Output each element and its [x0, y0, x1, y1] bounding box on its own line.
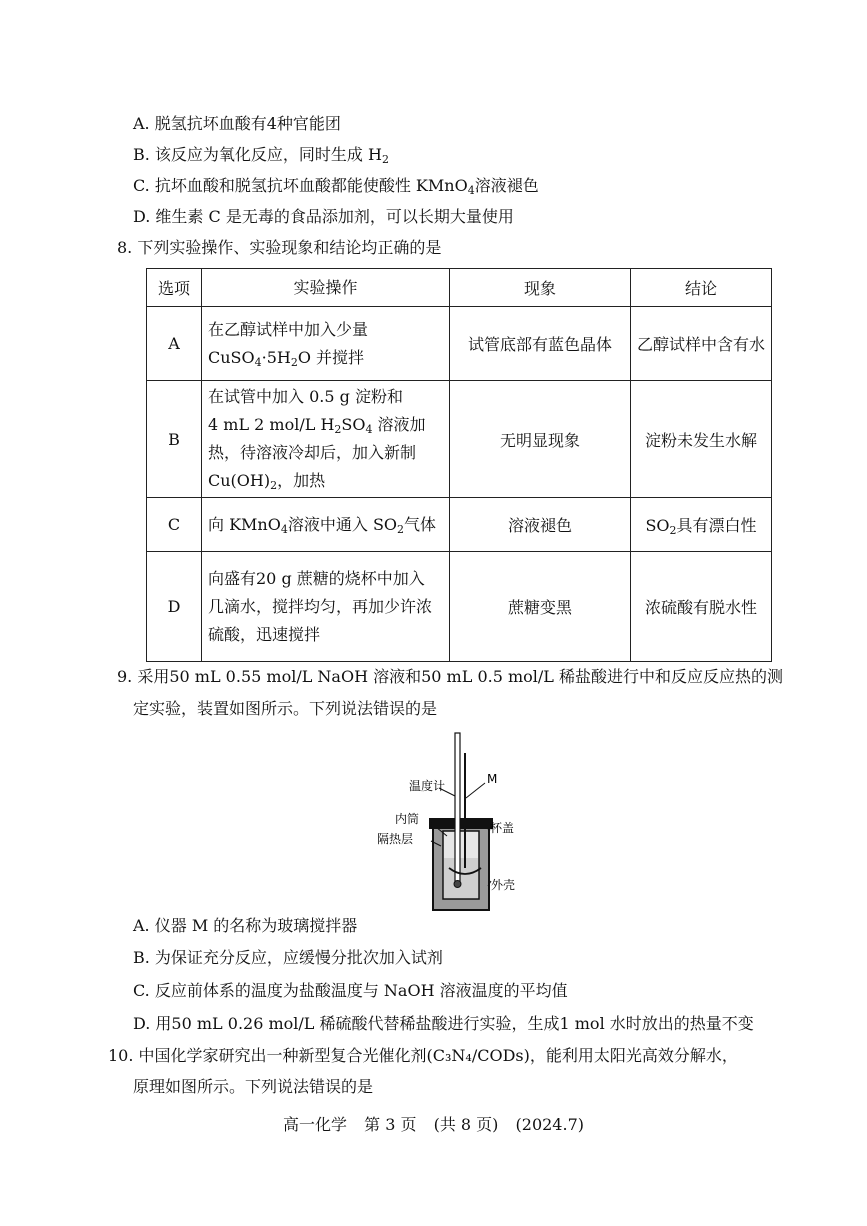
thermometer: [455, 733, 460, 883]
q10-stem-line1: 10. 中国化学家研究出一种新型复合光催化剂(C₃N₄/CODs)，能利用太阳光高效分解水，: [108, 1046, 738, 1065]
q9-option-c: C. 反应前体系的温度为盐酸温度与 NaOH 溶液温度的平均值: [133, 981, 568, 1000]
label-inner-cup: 内筒: [395, 812, 420, 826]
q7-option-c: C. 抗坏血酸和脱氢抗坏血酸都能使酸性 KMnO$_4$溶液褪色: [133, 176, 539, 197]
page-footer: [0, 1112, 867, 1135]
table-row: [147, 307, 772, 381]
q9-option-a: A. 仪器 M 的名称为玻璃搅拌器: [133, 916, 358, 935]
header-option: 选项: [147, 269, 202, 307]
q7-option-a: A. 脱氢抗坏血酸有4种官能团: [133, 114, 341, 133]
row-option: C: [147, 498, 202, 552]
label-outer-shell: 外壳: [491, 878, 516, 892]
row-conclusion: $SO_2$具有漂白性: [631, 498, 772, 552]
header-phenomenon: 现象: [450, 269, 631, 307]
q7-option-b: B. 该反应为氧化反应，同时生成 $H_2$: [133, 145, 389, 166]
label-thermometer: 温度计: [409, 779, 446, 793]
table-header-row: [147, 269, 772, 307]
q9-stem-line1: 9. 采用50 mL 0.55 mol/L NaOH 溶液和50 mL 0.5 mol/L 稀盐酸进行中和反应反应热的测: [117, 667, 783, 686]
header-conclusion: 结论: [631, 269, 772, 307]
table-row: [147, 498, 772, 552]
label-lid: 杯盖: [490, 821, 515, 835]
row-phenomenon: 蔗糖变黑: [450, 552, 631, 662]
label-insulation: 隔热层: [377, 832, 414, 846]
row-operation: 向盛有20 g 蔗糖的烧杯中加入 几滴水，搅拌均匀，再加少许浓 硫酸，迅速搅拌: [202, 552, 450, 662]
calorimeter-diagram: [377, 728, 535, 918]
row-conclusion: 浓硫酸有脱水性: [631, 552, 772, 662]
q10-stem-line2: 原理如图所示。下列说法错误的是: [133, 1077, 374, 1096]
experiment-table: [146, 268, 772, 662]
q7-option-d: D. 维生素 C 是无毒的食品添加剂，可以长期大量使用: [133, 207, 514, 226]
cup-lid: [429, 818, 493, 829]
row-conclusion: 淀粉未发生水解: [631, 381, 772, 498]
liquid: [444, 858, 478, 898]
row-option: D: [147, 552, 202, 662]
row-option: B: [147, 381, 202, 498]
footer-total: (共 8 页): [433, 1115, 499, 1134]
q9-option-d: D. 用50 mL 0.26 mol/L 稀硫酸代替稀盐酸进行实验，生成1 mol 水时放出的热量不变: [133, 1014, 754, 1033]
thermometer-bulb: [454, 881, 461, 888]
row-phenomenon: 溶液褪色: [450, 498, 631, 552]
row-option: A: [147, 307, 202, 381]
row-operation: 在试管中加入 0.5 g 淀粉和 4 mL 2 mol/L $H_2SO_4$ 溶液加 热，待溶液冷却后，加入新制 $Cu(OH)_2$，加热: [202, 381, 450, 498]
row-phenomenon: 试管底部有蓝色晶体: [450, 307, 631, 381]
row-conclusion: 乙醇试样中含有水: [631, 307, 772, 381]
q8-stem: 8. 下列实验操作、实验现象和结论均正确的是: [117, 238, 442, 257]
header-operation: 实验操作: [202, 269, 450, 307]
q9-option-b: B. 为保证充分反应，应缓慢分批次加入试剂: [133, 948, 443, 967]
row-phenomenon: 无明显现象: [450, 381, 631, 498]
footer-date: (2024.7): [515, 1115, 584, 1134]
footer-subject: 高一化学: [283, 1115, 348, 1134]
q9-stem-line2: 定实验，装置如图所示。下列说法错误的是: [133, 699, 438, 718]
table-row: [147, 552, 772, 662]
table-row: [147, 381, 772, 498]
row-operation: 向 KMnO$_4$溶液中通入 $SO_2$气体: [202, 498, 450, 552]
label-m: M: [487, 772, 498, 786]
footer-page: 第 3 页: [364, 1115, 417, 1134]
row-operation: 在乙醇试样中加入少量 $CuSO_4\cdot 5H_2O$ 并搅拌: [202, 307, 450, 381]
